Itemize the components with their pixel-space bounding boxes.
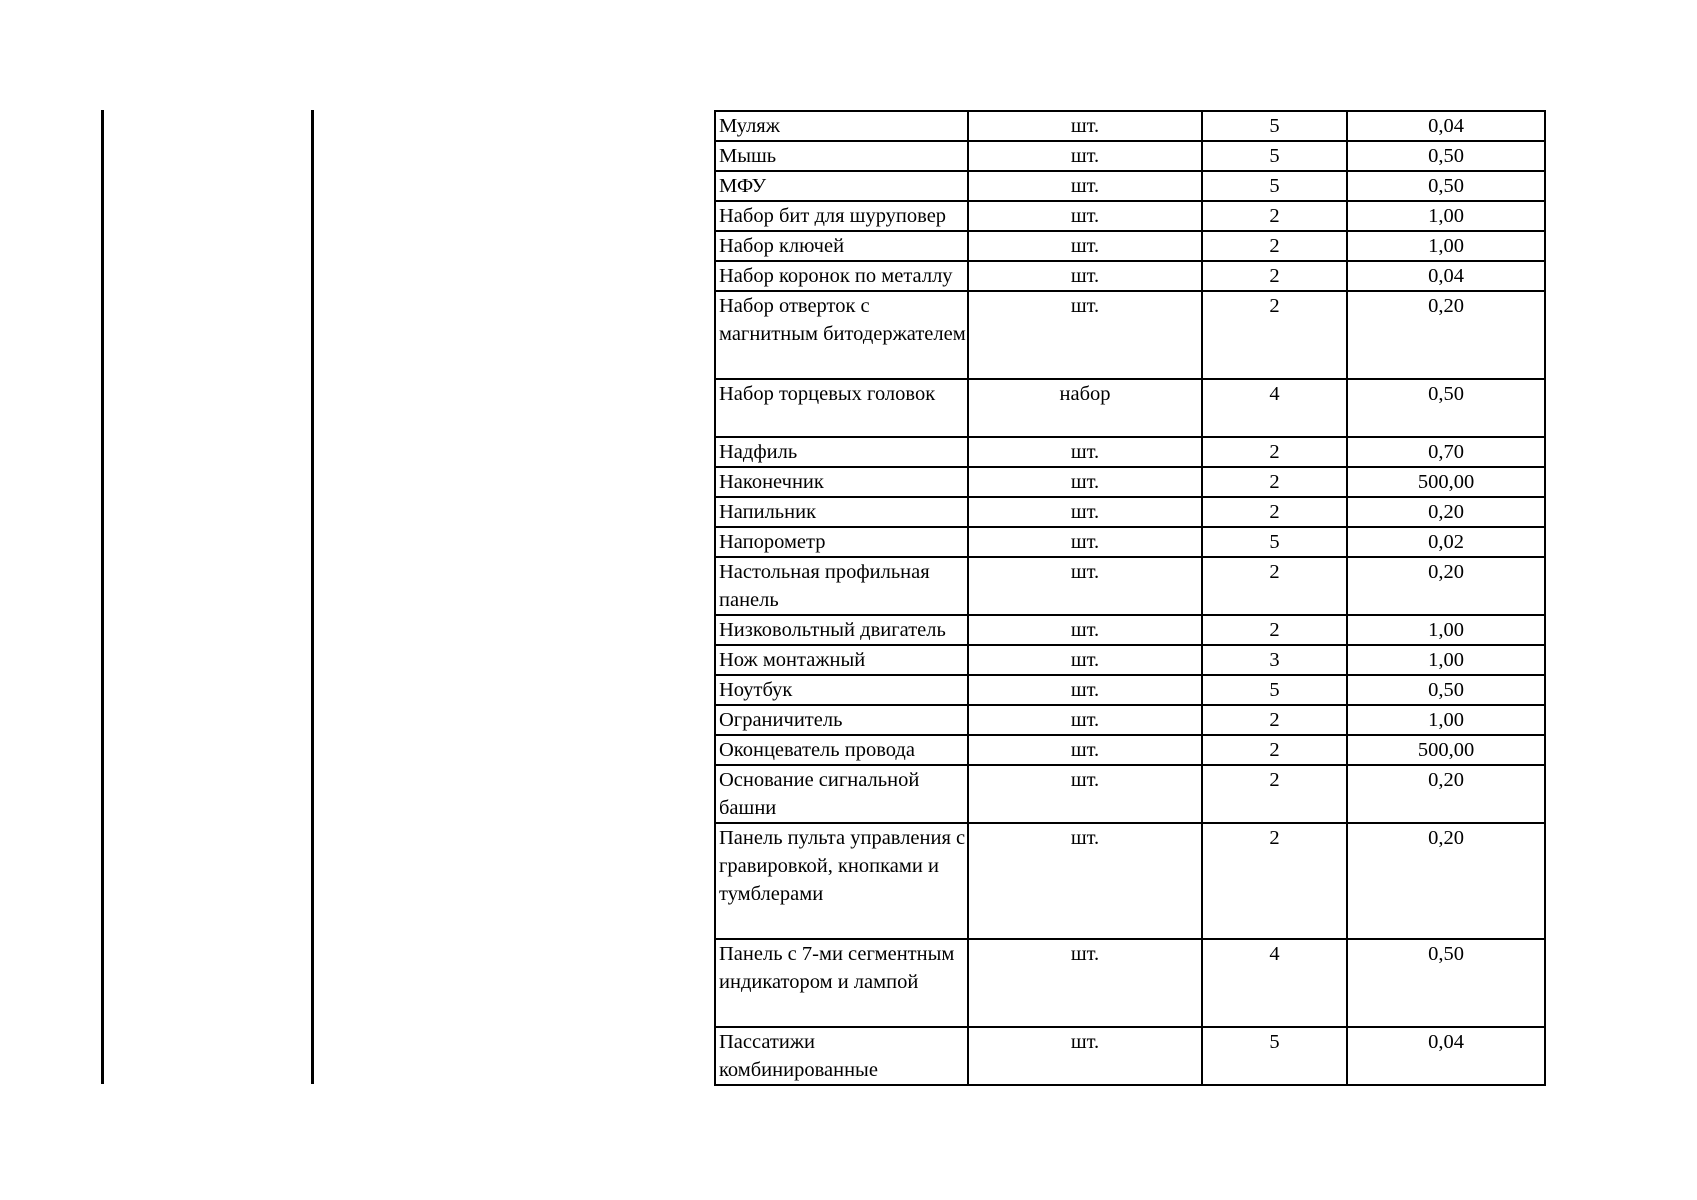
item-name-cell: Напорометр <box>715 527 968 557</box>
item-quantity-cell: 2 <box>1202 497 1347 527</box>
table-row <box>715 291 1545 379</box>
table-row <box>715 1027 1545 1085</box>
item-quantity-cell: 3 <box>1202 645 1347 675</box>
item-unit-cell: шт. <box>968 527 1202 557</box>
item-unit-cell: шт. <box>968 645 1202 675</box>
item-unit-cell: шт. <box>968 291 1202 379</box>
item-quantity-cell: 2 <box>1202 467 1347 497</box>
item-name-cell: Набор отверток с магнитным битодержателем <box>715 291 968 379</box>
item-unit-cell: шт. <box>968 615 1202 645</box>
item-value-cell: 0,70 <box>1347 437 1545 467</box>
item-name-cell: Панель с 7-ми сегментным индикатором и лампой <box>715 939 968 1027</box>
item-quantity-cell: 5 <box>1202 141 1347 171</box>
item-name-cell: Ноутбук <box>715 675 968 705</box>
item-name-cell: Набор торцевых головок <box>715 379 968 437</box>
item-name-cell: Мышь <box>715 141 968 171</box>
item-unit-cell: шт. <box>968 735 1202 765</box>
item-name-cell: Панель пульта управления с гравировкой, кнопками и тумблерами <box>715 823 968 939</box>
table-row <box>715 171 1545 201</box>
item-unit-cell: шт. <box>968 261 1202 291</box>
item-name-cell: Муляж <box>715 111 968 141</box>
item-unit-cell: шт. <box>968 1027 1202 1085</box>
item-unit-cell: шт. <box>968 823 1202 939</box>
table-row <box>715 261 1545 291</box>
item-name-cell: Низковольтный двигатель <box>715 615 968 645</box>
item-name-cell: Набор коронок по металлу <box>715 261 968 291</box>
item-quantity-cell: 2 <box>1202 765 1347 823</box>
item-unit-cell: шт. <box>968 171 1202 201</box>
item-name-cell: Оконцеватель провода <box>715 735 968 765</box>
item-quantity-cell: 2 <box>1202 437 1347 467</box>
item-value-cell: 0,50 <box>1347 675 1545 705</box>
item-name-cell: Основание сигнальной башни <box>715 765 968 823</box>
item-value-cell: 500,00 <box>1347 467 1545 497</box>
left-border-line-2 <box>311 110 314 1084</box>
item-quantity-cell: 2 <box>1202 705 1347 735</box>
item-name-cell: Надфиль <box>715 437 968 467</box>
item-name-cell: Набор бит для шуруповер <box>715 201 968 231</box>
item-unit-cell: набор <box>968 379 1202 437</box>
table-row <box>715 645 1545 675</box>
item-value-cell: 1,00 <box>1347 705 1545 735</box>
item-value-cell: 0,50 <box>1347 379 1545 437</box>
item-value-cell: 0,04 <box>1347 1027 1545 1085</box>
item-value-cell: 0,04 <box>1347 111 1545 141</box>
item-value-cell: 0,50 <box>1347 171 1545 201</box>
items-table <box>714 110 1546 1086</box>
item-quantity-cell: 2 <box>1202 291 1347 379</box>
item-quantity-cell: 5 <box>1202 111 1347 141</box>
item-unit-cell: шт. <box>968 497 1202 527</box>
item-value-cell: 0,20 <box>1347 497 1545 527</box>
item-value-cell: 0,20 <box>1347 823 1545 939</box>
item-name-cell: Ограничитель <box>715 705 968 735</box>
item-unit-cell: шт. <box>968 201 1202 231</box>
item-quantity-cell: 5 <box>1202 675 1347 705</box>
item-value-cell: 0,50 <box>1347 939 1545 1027</box>
item-value-cell: 0,20 <box>1347 765 1545 823</box>
item-value-cell: 0,02 <box>1347 527 1545 557</box>
item-unit-cell: шт. <box>968 111 1202 141</box>
item-value-cell: 0,20 <box>1347 291 1545 379</box>
table-row <box>715 231 1545 261</box>
item-unit-cell: шт. <box>968 765 1202 823</box>
item-quantity-cell: 2 <box>1202 201 1347 231</box>
table-row <box>715 939 1545 1027</box>
item-quantity-cell: 2 <box>1202 615 1347 645</box>
item-name-cell: Напильник <box>715 497 968 527</box>
item-name-cell: Нож монтажный <box>715 645 968 675</box>
item-name-cell: Настольная профильная панель <box>715 557 968 615</box>
table-row <box>715 557 1545 615</box>
table-row <box>715 437 1545 467</box>
item-quantity-cell: 2 <box>1202 735 1347 765</box>
item-name-cell: Пассатижи комбинированные <box>715 1027 968 1085</box>
item-quantity-cell: 2 <box>1202 261 1347 291</box>
table-row <box>715 675 1545 705</box>
left-border-line-1 <box>101 110 104 1084</box>
item-quantity-cell: 5 <box>1202 527 1347 557</box>
item-quantity-cell: 4 <box>1202 379 1347 437</box>
table-row <box>715 467 1545 497</box>
item-quantity-cell: 2 <box>1202 231 1347 261</box>
item-value-cell: 0,04 <box>1347 261 1545 291</box>
item-name-cell: МФУ <box>715 171 968 201</box>
table-row <box>715 141 1545 171</box>
item-value-cell: 0,20 <box>1347 557 1545 615</box>
item-unit-cell: шт. <box>968 557 1202 615</box>
item-quantity-cell: 2 <box>1202 557 1347 615</box>
table-row <box>715 823 1545 939</box>
item-unit-cell: шт. <box>968 231 1202 261</box>
item-value-cell: 1,00 <box>1347 645 1545 675</box>
table-row <box>715 705 1545 735</box>
table-row <box>715 527 1545 557</box>
table-row <box>715 111 1545 141</box>
item-value-cell: 1,00 <box>1347 231 1545 261</box>
item-value-cell: 1,00 <box>1347 615 1545 645</box>
item-quantity-cell: 2 <box>1202 823 1347 939</box>
item-unit-cell: шт. <box>968 705 1202 735</box>
table-row <box>715 735 1545 765</box>
item-quantity-cell: 5 <box>1202 1027 1347 1085</box>
table-row <box>715 765 1545 823</box>
item-name-cell: Набор ключей <box>715 231 968 261</box>
items-table-body <box>715 111 1545 1085</box>
item-unit-cell: шт. <box>968 437 1202 467</box>
item-name-cell: Наконечник <box>715 467 968 497</box>
table-row <box>715 201 1545 231</box>
item-unit-cell: шт. <box>968 467 1202 497</box>
item-quantity-cell: 4 <box>1202 939 1347 1027</box>
item-unit-cell: шт. <box>968 939 1202 1027</box>
table-row <box>715 615 1545 645</box>
item-value-cell: 1,00 <box>1347 201 1545 231</box>
item-value-cell: 0,50 <box>1347 141 1545 171</box>
table-row <box>715 497 1545 527</box>
item-quantity-cell: 5 <box>1202 171 1347 201</box>
item-value-cell: 500,00 <box>1347 735 1545 765</box>
table-row <box>715 379 1545 437</box>
item-unit-cell: шт. <box>968 675 1202 705</box>
item-unit-cell: шт. <box>968 141 1202 171</box>
